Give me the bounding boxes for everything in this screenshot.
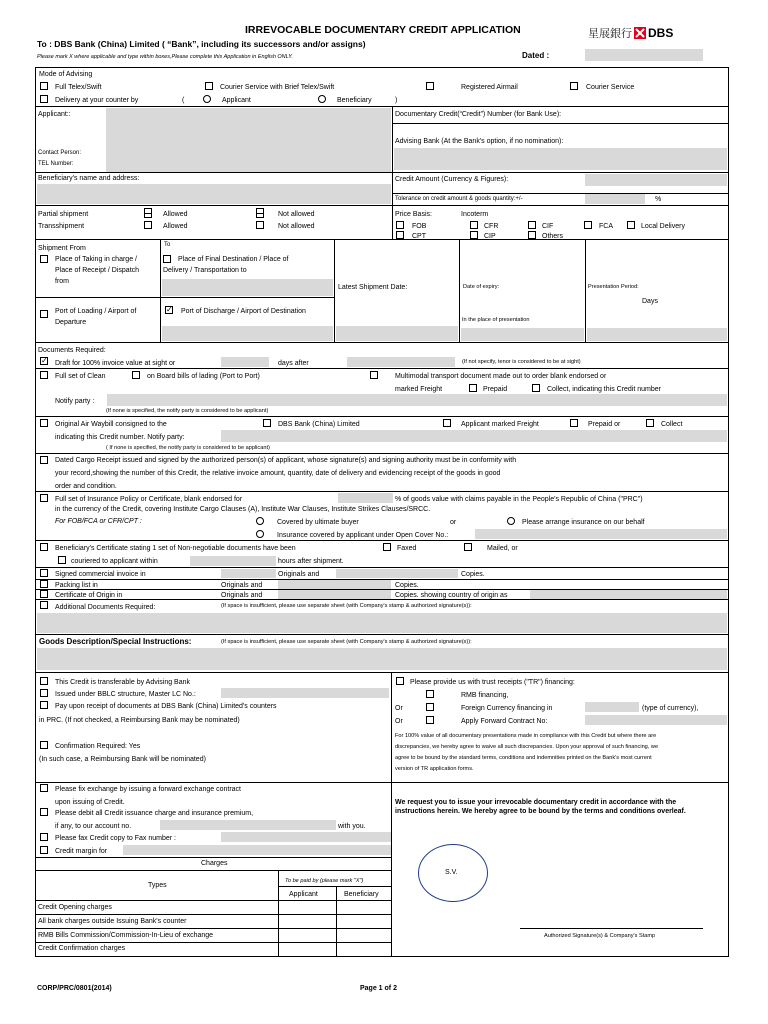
partial-allowed-checkbox[interactable] [144,208,152,218]
charge-row-3: RMB Bills Commission/Commission-In-Lieu of exchange [38,932,214,939]
transferable-checkbox[interactable] [40,677,48,685]
covered-buyer-radio[interactable] [256,517,264,525]
pay-upon-checkbox[interactable] [40,701,48,709]
origin-cert-checkbox[interactable] [40,590,48,598]
signature-line [520,928,703,929]
others-checkbox[interactable] [528,231,536,239]
invoice-copies-field[interactable] [336,569,458,578]
forward-contract-field[interactable] [585,715,727,725]
full-telex-checkbox[interactable] [40,82,48,90]
cfr-checkbox[interactable] [470,221,478,229]
frame-left [35,67,36,957]
tolerance-field[interactable] [585,194,645,204]
fax-number-field[interactable] [221,832,391,842]
frame-right [728,67,729,957]
master-lc-field[interactable] [221,688,389,698]
invoice-originals-field[interactable] [221,569,276,578]
credit-amount-field[interactable] [585,174,727,186]
registered-airmail-checkbox[interactable] [426,82,434,90]
awb-applicant-checkbox[interactable] [443,419,451,427]
expiry-field[interactable] [461,328,584,341]
draft-tenor-field[interactable] [221,357,269,367]
forward-contract-checkbox[interactable] [426,716,434,724]
account-no-field[interactable] [160,820,336,830]
partial-not-allowed-checkbox[interactable] [256,208,264,218]
notify-party-field[interactable] [107,394,727,406]
couriered-checkbox[interactable] [58,556,66,564]
mode-advising-label: Mode of Advising [39,71,93,78]
applicant-field[interactable] [106,108,391,172]
hours-field[interactable] [190,556,276,566]
insurance-checkbox[interactable] [40,494,48,502]
awb-dbs-checkbox[interactable] [263,419,271,427]
trans-not-allowed-checkbox[interactable] [256,221,264,229]
multimodal-checkbox[interactable] [370,371,378,379]
port-discharge-checkbox[interactable] [165,306,173,314]
invoice-checkbox[interactable] [40,569,48,577]
fob-checkbox[interactable] [396,221,404,229]
foreign-currency-checkbox[interactable] [426,703,434,711]
page-number: Page 1 of 2 [360,985,397,992]
currency-type-field[interactable] [585,702,639,712]
cargo-receipt-checkbox[interactable] [40,456,48,464]
dated-label: Dated : [522,51,550,60]
open-cover-field[interactable] [475,529,727,539]
charge-row-2: All bank charges outside Issuing Bank's counter [38,918,187,925]
draft-days-field[interactable] [347,357,455,367]
final-dest-field[interactable] [162,279,333,296]
to-line: To : DBS Bank (China) Limited ( “Bank”, including its successors and/or assigns) [37,39,366,49]
rmb-financing-checkbox[interactable] [426,690,434,698]
instruction-note: Please mark X where applicable and type within boxes,Please complete this Application in English ONLY. [37,54,293,60]
charge-row-4: Credit Confirmation charges [38,945,126,952]
cif-checkbox[interactable] [528,221,536,229]
fca-checkbox[interactable] [584,221,592,229]
debit-charges-checkbox[interactable] [40,808,48,816]
packing-checkbox[interactable] [40,580,48,588]
bl-prepaid-checkbox[interactable] [469,384,477,392]
additional-docs-field[interactable] [37,613,727,633]
benef-cert-checkbox[interactable] [40,543,48,551]
dated-field[interactable] [585,49,703,61]
beneficiary-radio[interactable] [318,95,326,103]
mailed-checkbox[interactable] [464,543,472,551]
bl-checkbox[interactable] [40,371,48,379]
presentation-field[interactable] [587,328,727,341]
courier-service-checkbox[interactable] [570,82,578,90]
trans-allowed-checkbox[interactable] [144,221,152,229]
additional-docs-checkbox[interactable] [40,601,48,609]
fix-exchange-checkbox[interactable] [40,784,48,792]
place-taking-checkbox[interactable] [40,255,48,263]
awb-collect-checkbox[interactable] [646,419,654,427]
origin-originals-field[interactable] [278,590,391,599]
open-cover-radio[interactable] [256,530,264,538]
faxed-checkbox[interactable] [383,543,391,551]
draft-checkbox[interactable] [40,357,48,365]
fax-copy-checkbox[interactable] [40,833,48,841]
bblc-checkbox[interactable] [40,689,48,697]
port-discharge-field[interactable] [162,326,333,341]
bl-collect-checkbox[interactable] [532,384,540,392]
credit-margin-checkbox[interactable] [40,846,48,854]
awb-notify-field[interactable] [221,430,727,442]
latest-shipment-field[interactable] [336,326,458,341]
applicant-radio[interactable] [203,95,211,103]
insurance-pct-field[interactable] [338,493,393,503]
advising-bank-field[interactable] [394,148,727,170]
awb-checkbox[interactable] [40,419,48,427]
beneficiary-field[interactable] [37,184,391,204]
cpt-checkbox[interactable] [396,231,404,239]
origin-country-field[interactable] [530,590,727,599]
charge-row-1: Credit Opening charges [38,904,112,911]
dbs-star-icon [634,27,646,39]
delivery-counter-checkbox[interactable] [40,95,48,103]
arrange-insurance-radio[interactable] [507,517,515,525]
tr-checkbox[interactable] [396,677,404,685]
dbs-logo: 星展銀行 DBS [588,26,674,40]
form-title: IRREVOCABLE DOCUMENTARY CREDIT APPLICATION [245,24,521,36]
packing-originals-field[interactable] [278,580,391,589]
local-delivery-checkbox[interactable] [627,221,635,229]
on-board-checkbox[interactable] [132,371,140,379]
confirmation-checkbox[interactable] [40,741,48,749]
courier-brief-checkbox[interactable] [205,82,213,90]
port-loading-checkbox[interactable] [40,310,48,318]
cip-checkbox[interactable] [470,231,478,239]
goods-description-field[interactable] [37,648,727,670]
final-dest-checkbox[interactable] [163,255,171,263]
form-code: CORP/PRC/0801(2014) [37,985,112,992]
credit-margin-field[interactable] [123,845,391,855]
awb-prepaid-checkbox[interactable] [570,419,578,427]
